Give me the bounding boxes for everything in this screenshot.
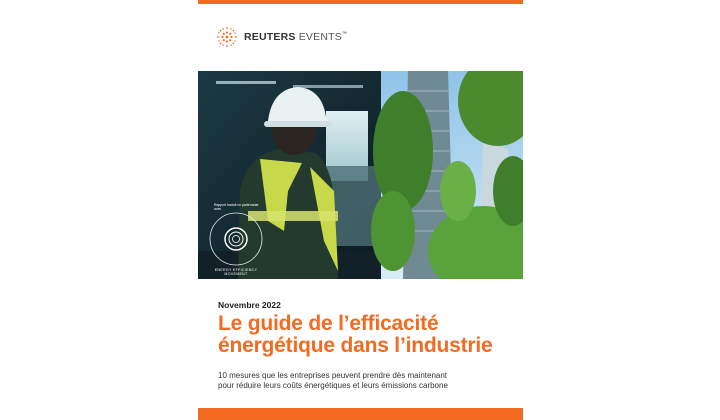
badge-small-text: Rapport traduit en partenariat avec (214, 203, 259, 211)
report-title (218, 313, 518, 357)
logo-name-suffix: EVENTS (298, 31, 342, 43)
report-date: Novembre 2022 (218, 300, 281, 310)
subtitle-line-1: 10 mesures que les entreprises peuvent prendre dès maintenant (218, 371, 448, 380)
trademark-symbol: ™ (341, 31, 348, 37)
hero-image (198, 71, 523, 279)
top-accent-bar (198, 0, 523, 4)
subtitle-line-2: pour réduire leurs coûts énergétiques et leurs émissions carbone (218, 381, 448, 390)
bottom-accent-bar (198, 408, 523, 420)
hero-illustration (198, 71, 523, 279)
badge-ring-text: ENERGY EFFICIENCY MOVEMENT (214, 268, 258, 276)
report-subtitle (218, 371, 518, 391)
report-cover-page (198, 0, 523, 420)
title-line-1: Le guide de l’efficacité (218, 312, 439, 335)
title-line-2: énergétique dans l’industrie (218, 334, 493, 357)
logo-name: REUTERS (244, 31, 296, 43)
reuters-events-logo[interactable] (216, 26, 347, 48)
logo-wordmark (244, 31, 347, 43)
reuters-dot-logo-icon (216, 26, 238, 48)
